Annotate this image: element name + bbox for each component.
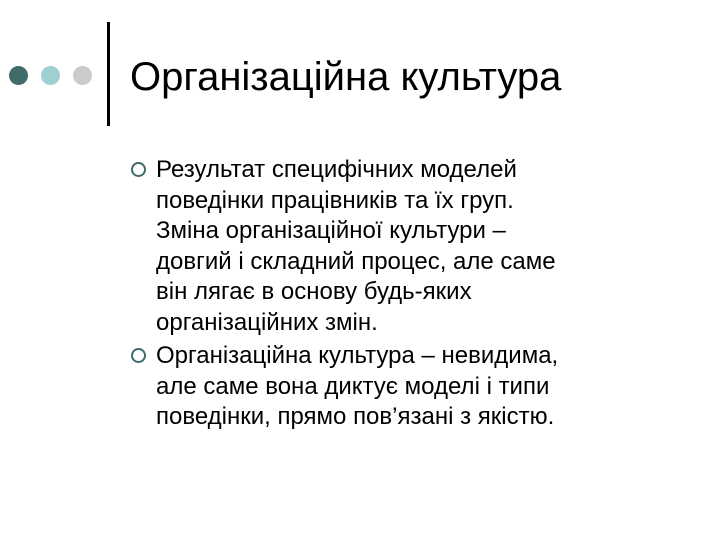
bullet-line: поведінки, прямо пов’язані з якістю. (156, 403, 555, 430)
bullet-line: Організаційна культура – невидима, (156, 342, 559, 369)
bullet-item (130, 341, 690, 433)
title-divider-line (107, 22, 110, 126)
bullet-line: Зміна організаційної культури – (156, 217, 506, 244)
ring-bullet-icon (131, 162, 146, 177)
bullet-line: організаційних змін. (156, 308, 378, 336)
bullet-line: він лягає в основу будь-яких (156, 278, 472, 305)
decorative-dot-gray (73, 66, 92, 85)
ring-bullet-icon (131, 348, 146, 363)
bullet-line: Результат специфічних моделей (156, 156, 517, 183)
decorative-dot-light (41, 66, 60, 85)
slide-body (130, 155, 690, 436)
bullet-line: поведінки працівників та їх груп. (156, 186, 514, 214)
bullet-line: але саме вона диктує моделі і типи (156, 372, 550, 400)
bullet-item (130, 155, 690, 338)
decorative-dot-dark (9, 66, 28, 85)
slide-title: Організаційна культура (130, 55, 562, 99)
bullet-line: довгий і складний процес, але саме (156, 247, 556, 275)
